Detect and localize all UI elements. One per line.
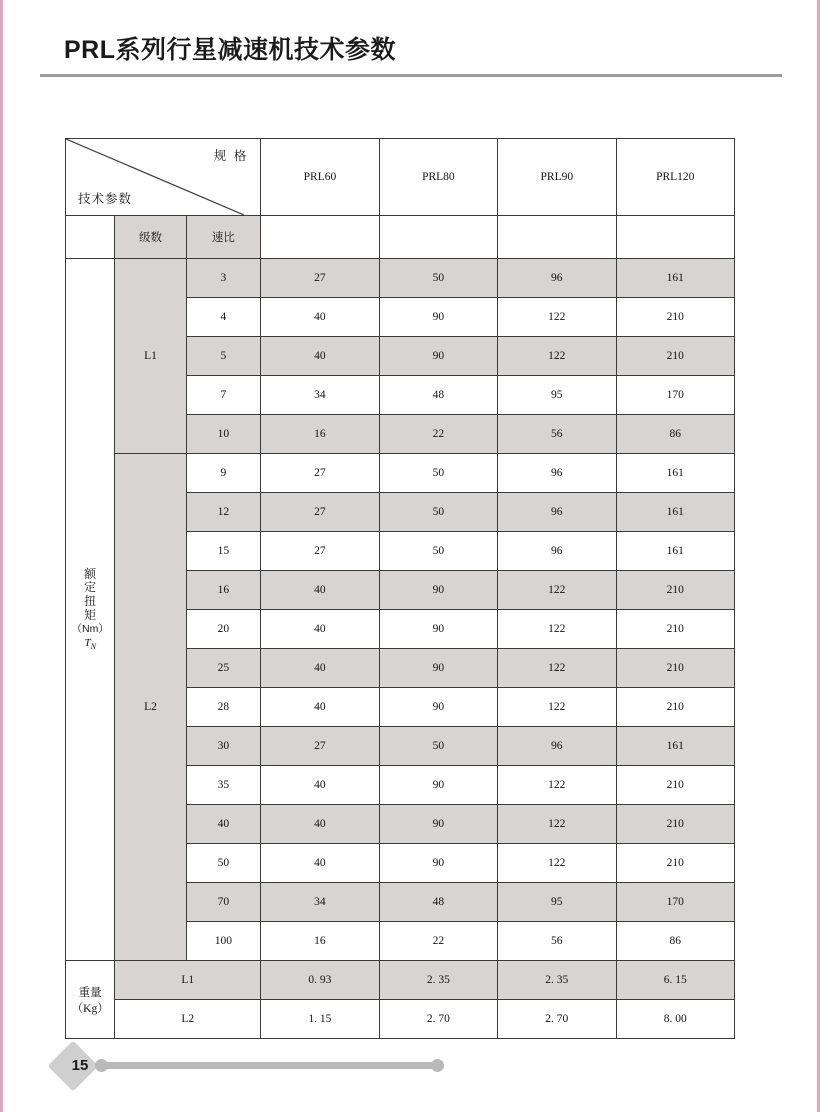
weight-value-cell: 8. 00 — [616, 1000, 734, 1039]
page-title: PRL系列行星减速机技术参数 — [64, 36, 397, 64]
torque-value-cell: 40 — [261, 298, 379, 337]
torque-value-cell: 210 — [616, 649, 734, 688]
torque-value-cell: 40 — [261, 337, 379, 376]
torque-value-cell: 96 — [498, 454, 616, 493]
ratio-cell: 40 — [186, 805, 261, 844]
ratio-cell: 3 — [186, 259, 261, 298]
torque-unit: （Nm） — [71, 622, 109, 635]
torque-value-cell: 122 — [498, 766, 616, 805]
spec-axis-label: 规 格 — [213, 149, 249, 163]
torque-value-cell: 40 — [261, 766, 379, 805]
torque-value-cell: 210 — [616, 571, 734, 610]
torque-value-cell: 90 — [379, 649, 497, 688]
ratio-cell: 9 — [186, 454, 261, 493]
subheader-spacer — [498, 216, 616, 259]
weight-value-cell: 2. 35 — [498, 961, 616, 1000]
weight-stage-cell: L1 — [115, 961, 261, 1000]
torque-value-cell: 40 — [261, 610, 379, 649]
torque-value-cell: 27 — [261, 727, 379, 766]
torque-value-cell: 27 — [261, 532, 379, 571]
torque-value-cell: 90 — [379, 844, 497, 883]
subheader-stages: 级数 — [115, 216, 186, 259]
torque-value-cell: 161 — [616, 532, 734, 571]
spec-table-body — [66, 139, 735, 1039]
model-column-header: PRL80 — [379, 139, 497, 216]
torque-value-cell: 161 — [616, 454, 734, 493]
header-divider — [40, 74, 782, 77]
torque-value-cell: 16 — [261, 415, 379, 454]
ratio-cell: 4 — [186, 298, 261, 337]
torque-value-cell: 95 — [498, 376, 616, 415]
weight-stage-cell: L2 — [115, 1000, 261, 1039]
torque-value-cell: 40 — [261, 805, 379, 844]
ratio-cell: 5 — [186, 337, 261, 376]
torque-symbol-subscript: N — [90, 642, 96, 652]
torque-value-cell: 210 — [616, 805, 734, 844]
torque-value-cell: 27 — [261, 493, 379, 532]
torque-symbol — [84, 637, 95, 651]
ratio-cell: 15 — [186, 532, 261, 571]
torque-value-cell: 50 — [379, 259, 497, 298]
weight-value-cell: 2. 35 — [379, 961, 497, 1000]
page-header — [40, 22, 782, 78]
torque-value-cell: 22 — [379, 415, 497, 454]
torque-value-cell: 122 — [498, 298, 616, 337]
ratio-cell: 25 — [186, 649, 261, 688]
torque-value-cell: 170 — [616, 376, 734, 415]
torque-value-cell: 40 — [261, 844, 379, 883]
table-row — [66, 454, 735, 493]
torque-value-cell: 50 — [379, 532, 497, 571]
subheader-spacer — [616, 216, 734, 259]
spec-table-wrapper — [65, 138, 735, 1039]
ratio-cell: 50 — [186, 844, 261, 883]
ratio-cell: 30 — [186, 727, 261, 766]
torque-value-cell: 96 — [498, 727, 616, 766]
torque-value-cell: 210 — [616, 766, 734, 805]
torque-value-cell: 50 — [379, 727, 497, 766]
ratio-cell: 100 — [186, 922, 261, 961]
torque-value-cell: 122 — [498, 688, 616, 727]
torque-value-cell: 210 — [616, 337, 734, 376]
weight-value-cell: 2. 70 — [379, 1000, 497, 1039]
stage-cell-l2: L2 — [115, 454, 186, 961]
torque-value-cell: 90 — [379, 610, 497, 649]
weight-value-cell: 2. 70 — [498, 1000, 616, 1039]
ratio-cell: 70 — [186, 883, 261, 922]
torque-value-cell: 96 — [498, 259, 616, 298]
torque-value-cell: 50 — [379, 493, 497, 532]
table-row — [66, 1000, 735, 1039]
torque-value-cell: 210 — [616, 844, 734, 883]
torque-value-cell: 122 — [498, 571, 616, 610]
weight-group-label: 重量（Kg） — [66, 961, 115, 1039]
torque-value-cell: 90 — [379, 298, 497, 337]
torque-label-char-2: 定 — [84, 580, 97, 595]
torque-value-cell: 40 — [261, 688, 379, 727]
torque-value-cell: 170 — [616, 883, 734, 922]
torque-value-cell: 56 — [498, 415, 616, 454]
torque-value-cell: 56 — [498, 922, 616, 961]
torque-value-cell: 40 — [261, 649, 379, 688]
ratio-cell: 35 — [186, 766, 261, 805]
footer-bar — [99, 1062, 439, 1069]
torque-value-cell: 90 — [379, 805, 497, 844]
torque-value-cell: 48 — [379, 376, 497, 415]
torque-value-cell: 90 — [379, 766, 497, 805]
torque-value-cell: 122 — [498, 337, 616, 376]
torque-group-label — [66, 259, 115, 961]
torque-value-cell: 22 — [379, 922, 497, 961]
model-column-header: PRL60 — [261, 139, 379, 216]
table-row — [66, 961, 735, 1000]
torque-value-cell: 95 — [498, 883, 616, 922]
spec-table — [65, 138, 735, 1039]
torque-value-cell: 122 — [498, 610, 616, 649]
table-corner-header — [66, 139, 261, 216]
torque-value-cell: 16 — [261, 922, 379, 961]
ratio-cell: 28 — [186, 688, 261, 727]
footer-dot-right — [431, 1059, 444, 1072]
torque-value-cell: 34 — [261, 376, 379, 415]
torque-value-cell: 27 — [261, 259, 379, 298]
subheader-spacer — [66, 216, 115, 259]
model-column-header: PRL120 — [616, 139, 734, 216]
torque-label-char-1: 额 — [84, 566, 97, 581]
ratio-cell: 7 — [186, 376, 261, 415]
torque-value-cell: 161 — [616, 493, 734, 532]
weight-value-cell: 1. 15 — [261, 1000, 379, 1039]
torque-value-cell: 96 — [498, 532, 616, 571]
stage-cell-l1: L1 — [115, 259, 186, 454]
torque-label-char-4: 矩 — [84, 608, 97, 623]
torque-value-cell: 40 — [261, 571, 379, 610]
subheader-spacer — [379, 216, 497, 259]
model-column-header: PRL90 — [498, 139, 616, 216]
torque-value-cell: 122 — [498, 805, 616, 844]
torque-value-cell: 48 — [379, 883, 497, 922]
torque-value-cell: 161 — [616, 727, 734, 766]
torque-value-cell: 86 — [616, 415, 734, 454]
torque-value-cell: 90 — [379, 337, 497, 376]
page-number: 15 — [71, 1057, 89, 1074]
torque-value-cell: 96 — [498, 493, 616, 532]
torque-value-cell: 90 — [379, 688, 497, 727]
ratio-cell: 16 — [186, 571, 261, 610]
weight-value-cell: 0. 93 — [261, 961, 379, 1000]
subheader-spacer — [261, 216, 379, 259]
torque-value-cell: 27 — [261, 454, 379, 493]
weight-value-cell: 6. 15 — [616, 961, 734, 1000]
torque-value-cell: 122 — [498, 844, 616, 883]
param-axis-label: 技术参数 — [78, 192, 133, 206]
page-left-edge-accent — [0, 0, 3, 1112]
torque-value-cell: 210 — [616, 688, 734, 727]
torque-label-char-3: 扭 — [84, 594, 97, 609]
table-row — [66, 259, 735, 298]
torque-value-cell: 90 — [379, 571, 497, 610]
torque-value-cell: 210 — [616, 298, 734, 337]
page-footer — [55, 1048, 765, 1084]
subheader-ratio: 速比 — [186, 216, 261, 259]
torque-value-cell: 161 — [616, 259, 734, 298]
table-subheader-row — [66, 216, 735, 259]
torque-value-cell: 34 — [261, 883, 379, 922]
ratio-cell: 20 — [186, 610, 261, 649]
table-header-row — [66, 139, 735, 216]
ratio-cell: 12 — [186, 493, 261, 532]
torque-value-cell: 50 — [379, 454, 497, 493]
torque-value-cell: 210 — [616, 610, 734, 649]
torque-value-cell: 122 — [498, 649, 616, 688]
ratio-cell: 10 — [186, 415, 261, 454]
torque-value-cell: 86 — [616, 922, 734, 961]
torque-symbol-letter: T — [84, 636, 91, 649]
